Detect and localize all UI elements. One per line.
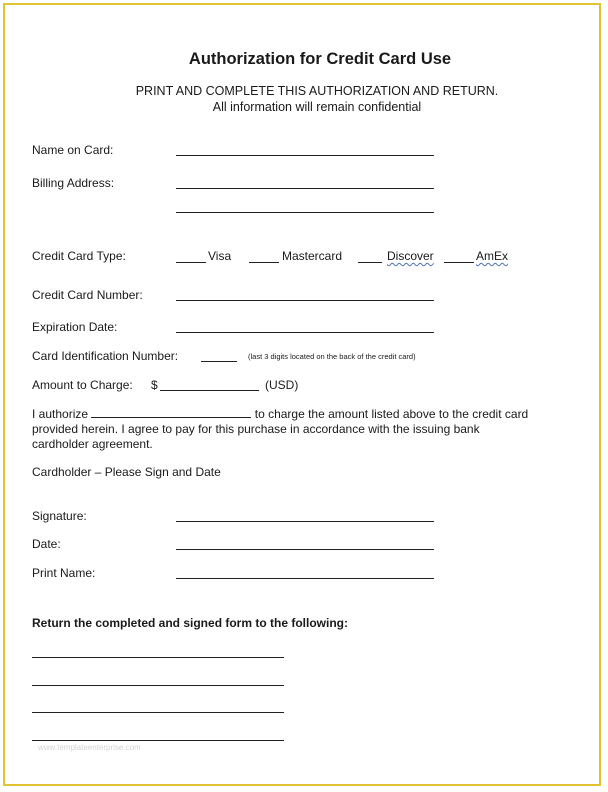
expiration-label: Expiration Date: (32, 320, 118, 334)
instruction-line: PRINT AND COMPLETE THIS AUTHORIZATION AND RETURN. (135, 84, 499, 98)
signature-label: Signature: (32, 509, 87, 523)
date-field[interactable] (176, 549, 434, 550)
authorization-line-1 (32, 406, 592, 422)
cid-note: (last 3 digits located on the back of the credit card) (248, 352, 416, 361)
signature-field[interactable] (176, 521, 434, 522)
billing-address-field-1[interactable] (176, 188, 434, 189)
mastercard-checkbox[interactable] (249, 262, 279, 263)
visa-label: Visa (208, 249, 232, 263)
amount-field[interactable] (160, 390, 259, 391)
print-name-field[interactable] (176, 578, 434, 579)
watermark-text: www.templateenterprise.com (38, 743, 141, 752)
card-number-label: Credit Card Number: (32, 288, 143, 302)
usd-label: (USD) (265, 378, 299, 392)
visa-checkbox[interactable] (176, 262, 206, 263)
discover-checkbox[interactable] (358, 262, 382, 263)
expiration-field[interactable] (176, 332, 434, 333)
date-label: Date: (32, 537, 61, 551)
page-border (3, 3, 601, 786)
merchant-name-field[interactable] (91, 406, 251, 418)
name-on-card-label: Name on Card: (32, 143, 114, 157)
card-type-label: Credit Card Type: (32, 249, 126, 263)
authorization-line-3: cardholder agreement. (32, 437, 153, 451)
return-address-line-3[interactable] (32, 712, 284, 713)
return-address-line-4[interactable] (32, 740, 284, 741)
amex-label: AmEx (476, 249, 509, 263)
mastercard-label: Mastercard (282, 249, 343, 263)
print-name-label: Print Name: (32, 566, 96, 580)
return-address-line-2[interactable] (32, 685, 284, 686)
cid-field[interactable] (201, 361, 237, 362)
authorization-paragraph (32, 406, 592, 452)
cid-label: Card Identification Number: (32, 349, 179, 363)
billing-address-label: Billing Address: (32, 176, 115, 190)
discover-label: Discover (387, 249, 434, 263)
name-on-card-field[interactable] (176, 155, 434, 156)
cardholder-heading: Cardholder – Please Sign and Date (32, 465, 221, 479)
authorization-line-2: provided herein. I agree to pay for this purchase in accordance with the issuing bank (32, 422, 480, 436)
billing-address-field-2[interactable] (176, 212, 434, 213)
authorize-prefix: I authorize (32, 407, 89, 421)
amex-checkbox[interactable] (444, 262, 474, 263)
form-title: Authorization for Credit Card Use (188, 50, 452, 68)
dollar-sign: $ (151, 378, 158, 392)
authorize-text-1: to charge the amount listed above to the credit card (254, 407, 529, 421)
return-heading: Return the completed and signed form to the following: (32, 616, 348, 630)
return-address-line-1[interactable] (32, 657, 284, 658)
amount-label: Amount to Charge: (32, 378, 133, 392)
confidential-note: All information will remain confidential (212, 100, 422, 114)
card-number-field[interactable] (176, 300, 434, 301)
